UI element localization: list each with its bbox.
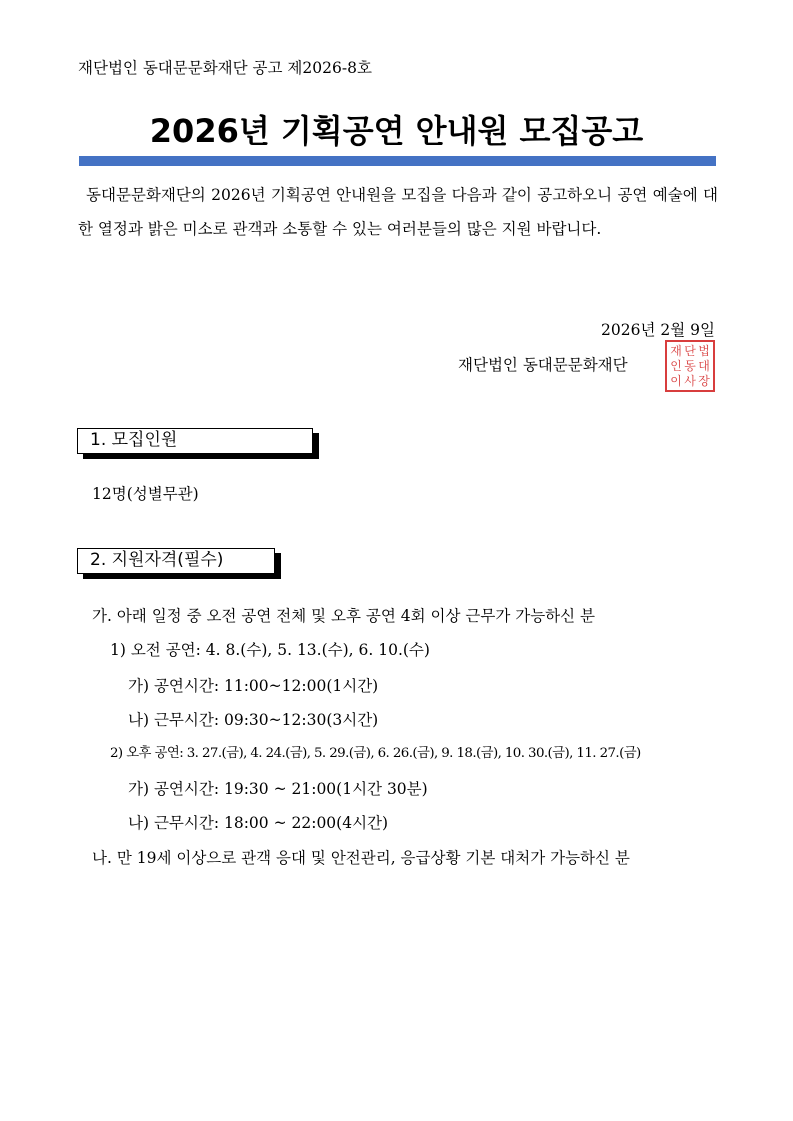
morning-work-time: 나) 근무시간: 09:30~12:30(3시간) — [128, 711, 379, 729]
intro-paragraph: 동대문문화재단의 2026년 기획공연 안내원을 모집을 다음과 같이 공고하오니 공연 예술에 대한 열정과 밝은 미소로 관객과 소통할 수 있는 여러분들의 많은 지원 바랍니다. — [78, 186, 718, 238]
morning-show-time: 가) 공연시간: 11:00~12:00(1시간) — [128, 677, 379, 695]
page-title: 2026년 기획공연 안내원 모집공고 — [149, 112, 644, 150]
afternoon-performance-dates: 2) 오후 공연: 3. 27.(금), 4. 24.(금), 5. 29.(금), 6. 26.(금), 9. 18.(금), 10. 30.(금), 11. 27.(금) — [110, 746, 641, 761]
notice-date: 2026년 2월 9일 — [601, 321, 715, 339]
official-seal-stamp: 재 단 법 인 동 대 이 사 장 — [665, 340, 715, 392]
section-heading-recruitment-count: 1. 모집인원 — [77, 428, 313, 454]
afternoon-show-time: 가) 공연시간: 19:30 ~ 21:00(1시간 30분) — [128, 780, 428, 798]
recruitment-count-text: 12명(성별무관) — [92, 485, 199, 503]
section-heading-qualifications: 2. 지원자격(필수) — [77, 548, 275, 574]
afternoon-work-time: 나) 근무시간: 18:00 ~ 22:00(4시간) — [128, 814, 389, 832]
qualification-item-a: 가. 아래 일정 중 오전 공연 전체 및 오후 공연 4회 이상 근무가 가능하신 분 — [92, 607, 596, 625]
morning-performance-dates: 1) 오전 공연: 4. 8.(수), 5. 13.(수), 6. 10.(수) — [110, 641, 430, 659]
qualification-item-b: 나. 만 19세 이상으로 관객 응대 및 안전관리, 응급상황 기본 대처가 가능하신 분 — [92, 849, 630, 867]
notice-number: 재단법인 동대문문화재단 공고 제2026-8호 — [78, 59, 372, 77]
organization-name: 재단법인 동대문문화재단 — [458, 356, 628, 374]
title-underline-bar — [79, 156, 716, 166]
